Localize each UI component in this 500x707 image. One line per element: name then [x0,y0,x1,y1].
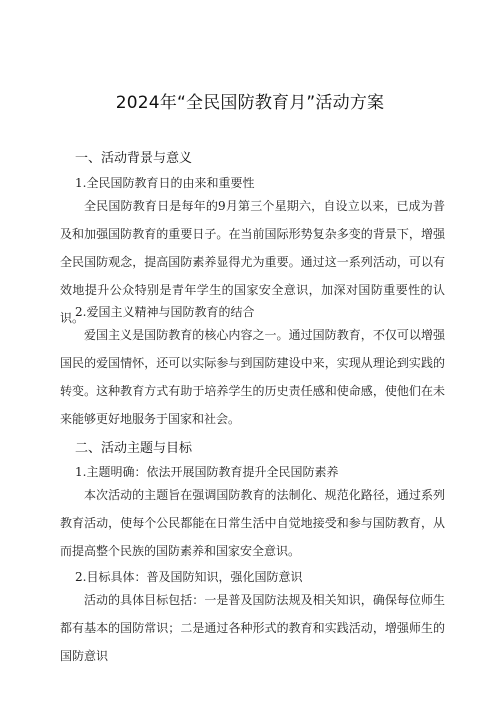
subsection-heading-theme: 1.主题明确：依法开展国防教育提升全民国防素养 [75,465,339,479]
subsection-heading-origin: 1.全民国防教育日的由来和重要性 [75,176,255,190]
subsection-heading-goals: 2.目标具体：普及国防知识，强化国防意识 [75,570,303,584]
paragraph-theme: 本次活动的主题旨在强调国防教育的法制化、规范化路径，通过系列教育活动，使每个公民都能在日常生活中自觉地接受和参与国防教育，从而提高整个民族的国防素养和国家安全意识。 [60,488,445,558]
section-heading-theme: 二、活动主题与目标 [75,441,193,456]
subsection-heading-patriotism: 2.爱国主义精神与国防教育的结合 [75,305,255,319]
paragraph-goals: 活动的具体目标包括：一是普及国防法规及相关知识，确保每位师生都有基本的国防常识；二是通过各种形式的教育和实践活动，增强师生的国防意识 [60,593,445,663]
paragraph-patriotism: 爱国主义是国防教育的核心内容之一。通过国防教育，不仅可以增强国民的爱国情怀，还可以实际参与到国防建设中来，实现从理论到实践的转变。这种教育方式有助于培养学生的历史责任感和使命感，使他们在未来能够更好地服务于国家和社会。 [60,328,445,426]
section-heading-background: 一、活动背景与意义 [75,151,193,166]
paragraph-origin: 全民国防教育日是每年的9月第三个星期六，自设立以来，已成为普及和加强国防教育的重要日子。在当前国际形势复杂多变的背景下，增强全民国防观念，提高国防素养显得尤为重要。通过这一系列活动，可以有效地提升公众特别是青年学生的国家安全意识，加深对国防重要性的认识。 [60,199,445,325]
document-title: 2024年“全民国防教育月”活动方案 [115,93,385,113]
